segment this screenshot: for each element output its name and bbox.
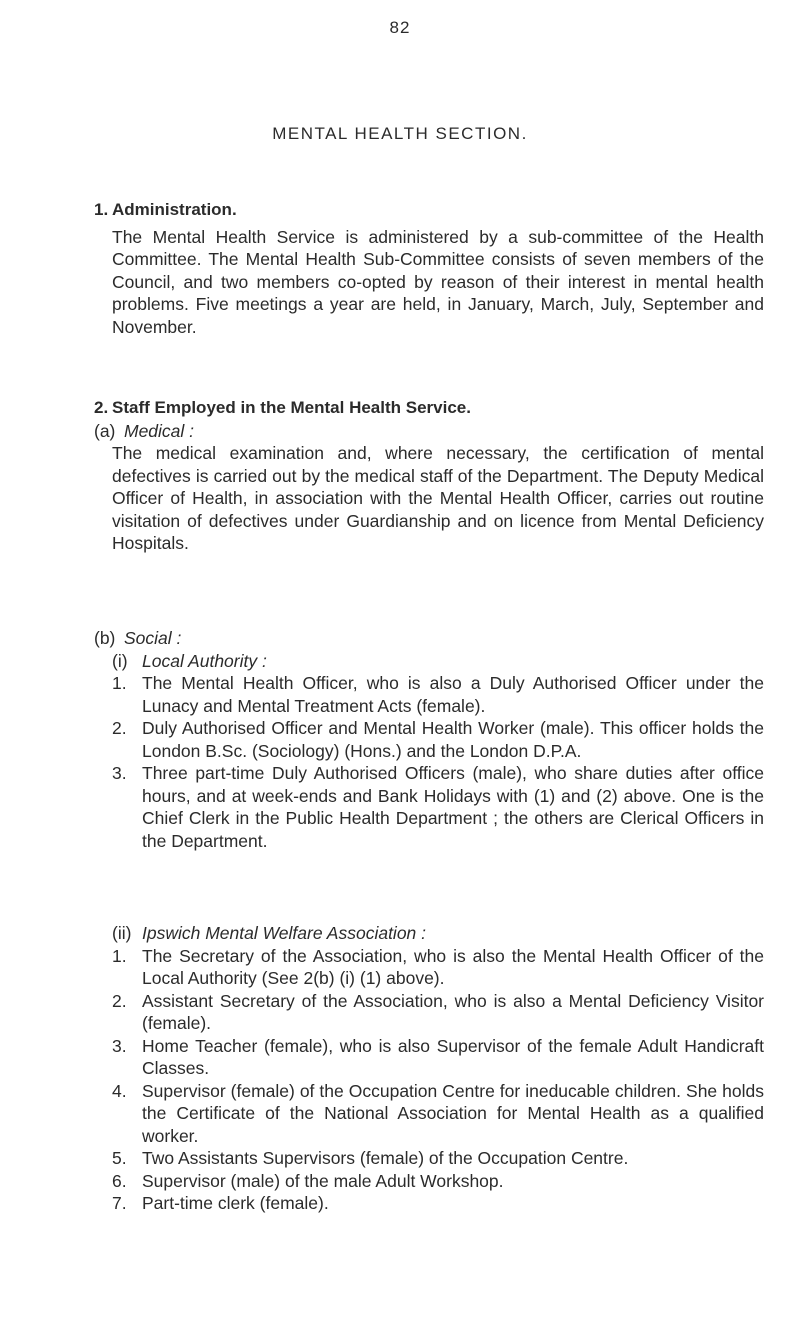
section-title: MENTAL HEALTH SECTION. — [272, 124, 528, 143]
administration-number: 1. — [94, 200, 109, 219]
list-item — [94, 762, 764, 852]
list-item — [94, 672, 764, 717]
list-item-number: 4. — [112, 1080, 127, 1101]
medical-label: (a) — [94, 420, 116, 441]
staff-heading — [94, 397, 764, 420]
list-item-number: 2. — [112, 718, 127, 738]
list-item-text: Duly Authorised Officer and Mental Health Worker (male). This officer holds the London B.Sc. (Sociology) (Hons.) and the London D.P.A. — [142, 718, 764, 761]
list-item-number: 6. — [112, 1170, 127, 1191]
medical-paragraph: The medical examination and, where necessary, the certification of mental defectives is carried out by the medical staff of the Department. The Deputy Medical Officer of Health, in association with the Mental Health Officer, carries out routine visitation of defectives under Guardianship and on licence from Mental Deficiency Hospitals. — [112, 443, 764, 553]
staff-section — [94, 397, 764, 555]
staff-number: 2. — [94, 398, 109, 417]
administration-title: Administration. — [112, 200, 237, 219]
local-authority-title: Local Authority : — [142, 650, 267, 671]
ipswich-section — [94, 922, 764, 1215]
list-item-text: Assistant Secretary of the Association, who is also a Mental Deficiency Visitor (female). — [142, 990, 764, 1033]
administration-paragraph: The Mental Health Service is administered by a sub-committee of the Health Committee. The Mental Health Sub-Committee consists of seven members of the Council, and two members co-opted by reason of their interest in mental health problems. Five meetings a year are held, in January, March, July, September and November. — [112, 226, 764, 337]
list-item-text: The Secretary of the Association, who is also the Mental Health Officer of the Local Authority (See 2(b) (i) (1) above). — [142, 945, 764, 988]
list-item-number: 3. — [112, 763, 127, 783]
ipswich-label: (ii) — [112, 923, 132, 943]
staff-title: Staff Employed in the Mental Health Service. — [112, 398, 471, 417]
local-authority-label: (i) — [112, 650, 128, 671]
list-item — [94, 1147, 764, 1170]
list-item — [94, 1170, 764, 1193]
list-item-text: Home Teacher (female), who is also Supervisor of the female Adult Handicraft Classes. — [142, 1035, 764, 1078]
local-authority-heading — [94, 650, 764, 673]
page-number: 82 — [389, 18, 411, 37]
list-item — [94, 1080, 764, 1148]
ipswich-title: Ipswich Mental Welfare Association : — [142, 923, 427, 943]
social-label: (b) — [94, 628, 116, 648]
list-item — [94, 717, 764, 762]
social-subheading — [94, 627, 764, 650]
ipswich-heading — [94, 922, 764, 945]
list-item-text: Supervisor (female) of the Occupation Centre for ineducable children. She holds the Certificate of the National Association for Mental Health as a qualified worker. — [142, 1080, 764, 1146]
list-item-number: 3. — [112, 1035, 127, 1056]
list-item-text: Supervisor (male) of the male Adult Workshop. — [142, 1170, 504, 1191]
list-item-text: Part-time clerk (female). — [142, 1193, 329, 1213]
list-item-text: The Mental Health Officer, who is also a Duly Authorised Officer under the Lunacy and Mental Treatment Acts (female). — [142, 673, 764, 716]
social-section — [94, 627, 764, 852]
list-item — [94, 1192, 764, 1215]
list-item-number: 1. — [112, 945, 127, 966]
list-item — [94, 945, 764, 990]
list-item-text: Two Assistants Supervisors (female) of the Occupation Centre. — [142, 1148, 629, 1168]
list-item-number: 7. — [112, 1193, 127, 1213]
administration-heading — [94, 199, 764, 222]
list-item-number: 2. — [112, 990, 127, 1011]
social-title: Social : — [124, 628, 182, 648]
list-item-number: 5. — [112, 1148, 127, 1168]
list-item — [94, 1035, 764, 1080]
list-item-number: 1. — [112, 673, 127, 693]
list-item-text: Three part-time Duly Authorised Officers (male), who share duties after office hours, and at week-ends and Bank Holidays with (1) and (2) above. One is the Chief Clerk in the Public Health Department ; the others are Clerical Officers in the Department. — [142, 763, 764, 851]
medical-title: Medical : — [124, 420, 195, 441]
administration-section — [94, 199, 764, 338]
list-item — [94, 990, 764, 1035]
medical-subheading — [94, 420, 764, 443]
